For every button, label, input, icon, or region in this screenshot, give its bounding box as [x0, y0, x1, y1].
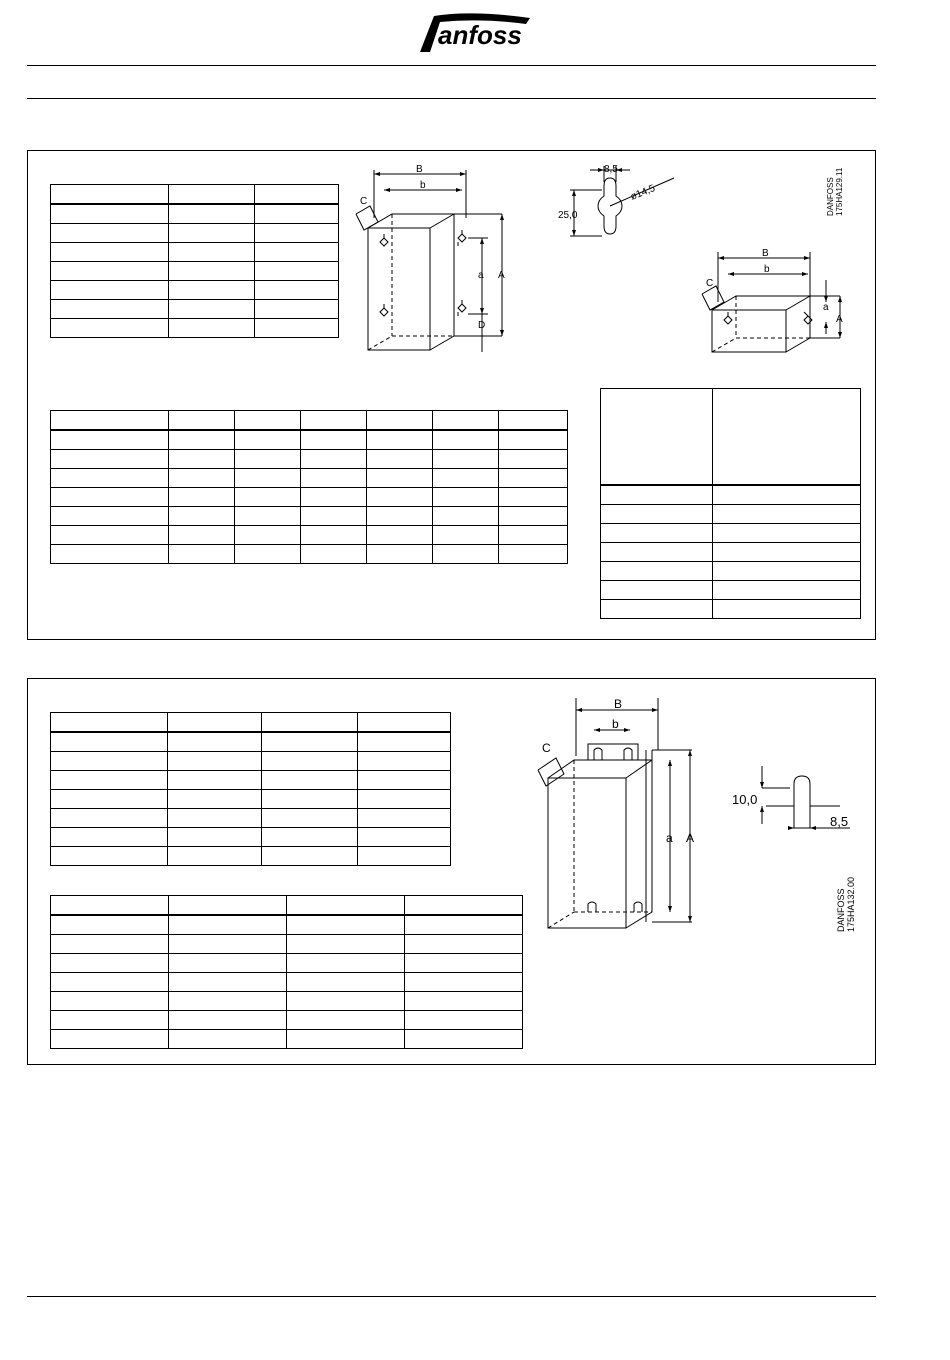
dim-C-label: C — [360, 196, 368, 207]
dim-A-label: A — [498, 270, 505, 281]
dim-D-label: D — [478, 320, 486, 331]
table-row — [51, 545, 568, 564]
table-row — [51, 915, 523, 935]
dim-B-label: B — [416, 164, 423, 175]
table-row — [51, 973, 523, 992]
flat-dim-A-label: A — [836, 314, 843, 325]
table-row — [51, 507, 568, 526]
table-row — [51, 992, 523, 1011]
svg-text:anfoss: anfoss — [438, 20, 522, 50]
table-row — [51, 430, 568, 450]
table-row — [51, 847, 451, 866]
table-row — [601, 524, 861, 543]
table-row — [51, 954, 523, 973]
slot-dia-label: ø14,5 — [629, 183, 657, 203]
box-drawing-tall — [352, 162, 522, 358]
table-row — [51, 1011, 523, 1030]
table-row — [51, 935, 523, 954]
box-drawing-flat — [700, 244, 860, 356]
table-row — [601, 505, 861, 524]
footer-rule — [27, 1296, 876, 1297]
dim-b-label: b — [420, 180, 426, 191]
flat-dim-a-label: a — [823, 302, 829, 313]
table-row — [51, 319, 339, 338]
table-4 — [50, 712, 451, 866]
table-row — [601, 562, 861, 581]
table-row — [51, 185, 339, 205]
table-row — [51, 1030, 523, 1049]
header-rule-top — [27, 65, 876, 66]
table-row — [51, 526, 568, 545]
table-row — [51, 224, 339, 243]
table-row — [51, 713, 451, 733]
table-5 — [50, 895, 523, 1049]
table-row — [601, 581, 861, 600]
table-row — [51, 469, 568, 488]
hook-dim-C-label: C — [542, 741, 551, 755]
table-1 — [50, 184, 339, 338]
table-row — [601, 543, 861, 562]
table-row — [51, 204, 339, 224]
table-row — [51, 300, 339, 319]
keyhole-detail — [552, 160, 682, 250]
table-row — [51, 790, 451, 809]
table-row — [51, 809, 451, 828]
hook-dim-A-label: A — [686, 831, 695, 845]
hook-slot-width-label: 8,5 — [830, 814, 849, 829]
flat-dim-B-label: B — [762, 248, 769, 259]
hook-slot-detail — [730, 760, 860, 834]
slot-width-label: 8,5 — [604, 164, 618, 175]
table-row — [51, 828, 451, 847]
hook-dim-B-label: B — [614, 697, 623, 711]
table-row — [51, 450, 568, 469]
dim-a-label: a — [478, 270, 484, 281]
table-3 — [600, 388, 861, 619]
table-row — [601, 389, 861, 486]
table-row — [601, 600, 861, 619]
hook-dim-a-label: a — [666, 831, 673, 845]
header-rule-bottom — [27, 98, 876, 99]
flat-dim-C-label: C — [706, 278, 714, 289]
table-row — [51, 752, 451, 771]
table-row — [51, 896, 523, 916]
table-row — [51, 262, 339, 281]
table-row — [51, 281, 339, 300]
table-row — [51, 732, 451, 752]
table-row — [51, 488, 568, 507]
slot-height-label: 25,0 — [558, 210, 578, 221]
hook-dim-b-label: b — [612, 717, 619, 731]
box-drawing-hook — [530, 690, 710, 940]
hook-slot-height-label: 10,0 — [732, 792, 758, 807]
table-2 — [50, 410, 568, 564]
table-row — [601, 485, 861, 505]
drawing-ref-2: DANFOSS 175HA132.00 — [836, 876, 856, 932]
drawing-ref-1: DANFOSS 175HA129.11 — [826, 167, 844, 216]
table-row — [51, 243, 339, 262]
table-row — [51, 771, 451, 790]
danfoss-logo — [412, 8, 536, 54]
flat-dim-b-label: b — [764, 264, 770, 275]
table-row — [51, 411, 568, 431]
